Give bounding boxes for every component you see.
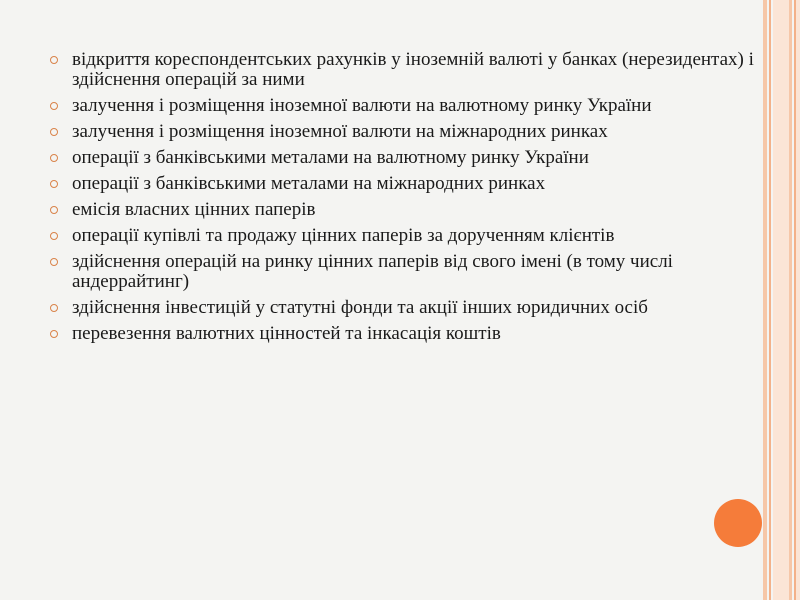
hollow-circle-bullet-icon [50,206,58,214]
stripe [769,0,771,600]
hollow-circle-bullet-icon [50,102,58,110]
stripe [796,0,800,600]
list-item [47,298,757,318]
list-item [47,96,757,116]
list-item-text: здійснення інвестицій у статутні фонди та акції інших юридичних осіб [72,297,648,318]
list-item-text: відкриття кореспондентських рахунків у іноземній валюті у банках (нерезидентах) і здійснення операцій за ними [72,49,754,90]
stripe [789,0,792,600]
list-item-text: перевезення валютних цінностей та інкасація коштів [72,323,501,344]
list-item-text: операції з банківськими металами на міжнародних ринках [72,173,546,194]
list-item [47,200,757,220]
hollow-circle-bullet-icon [50,56,58,64]
stripe [763,0,767,600]
list-item [47,148,757,168]
list-item-text: операції з банківськими металами на валютному ринку України [72,147,589,168]
hollow-circle-bullet-icon [50,232,58,240]
decorative-stripes [763,0,800,600]
list-item-text: операції купівлі та продажу цінних паперів за дорученням клієнтів [72,225,615,246]
hollow-circle-bullet-icon [50,304,58,312]
slide-body [47,50,757,350]
hollow-circle-bullet-icon [50,180,58,188]
list-item-text: емісія власних цінних паперів [72,199,316,220]
list-item-text: залучення і розміщення іноземної валюти на валютному ринку України [72,95,652,116]
hollow-circle-bullet-icon [50,258,58,266]
stripe [773,0,789,600]
list-item-text: здійснення операцій на ринку цінних паперів від свого імені (в тому числі андеррайтинг) [72,251,673,292]
list-item [47,122,757,142]
bullet-list [47,50,757,344]
hollow-circle-bullet-icon [50,128,58,136]
list-item [47,252,757,292]
list-item [47,50,757,90]
hollow-circle-bullet-icon [50,330,58,338]
list-item-text: залучення і розміщення іноземної валюти на міжнародних ринках [72,121,608,142]
list-item [47,226,757,246]
orange-circle-decoration [714,499,762,547]
list-item [47,174,757,194]
list-item [47,324,757,344]
hollow-circle-bullet-icon [50,154,58,162]
